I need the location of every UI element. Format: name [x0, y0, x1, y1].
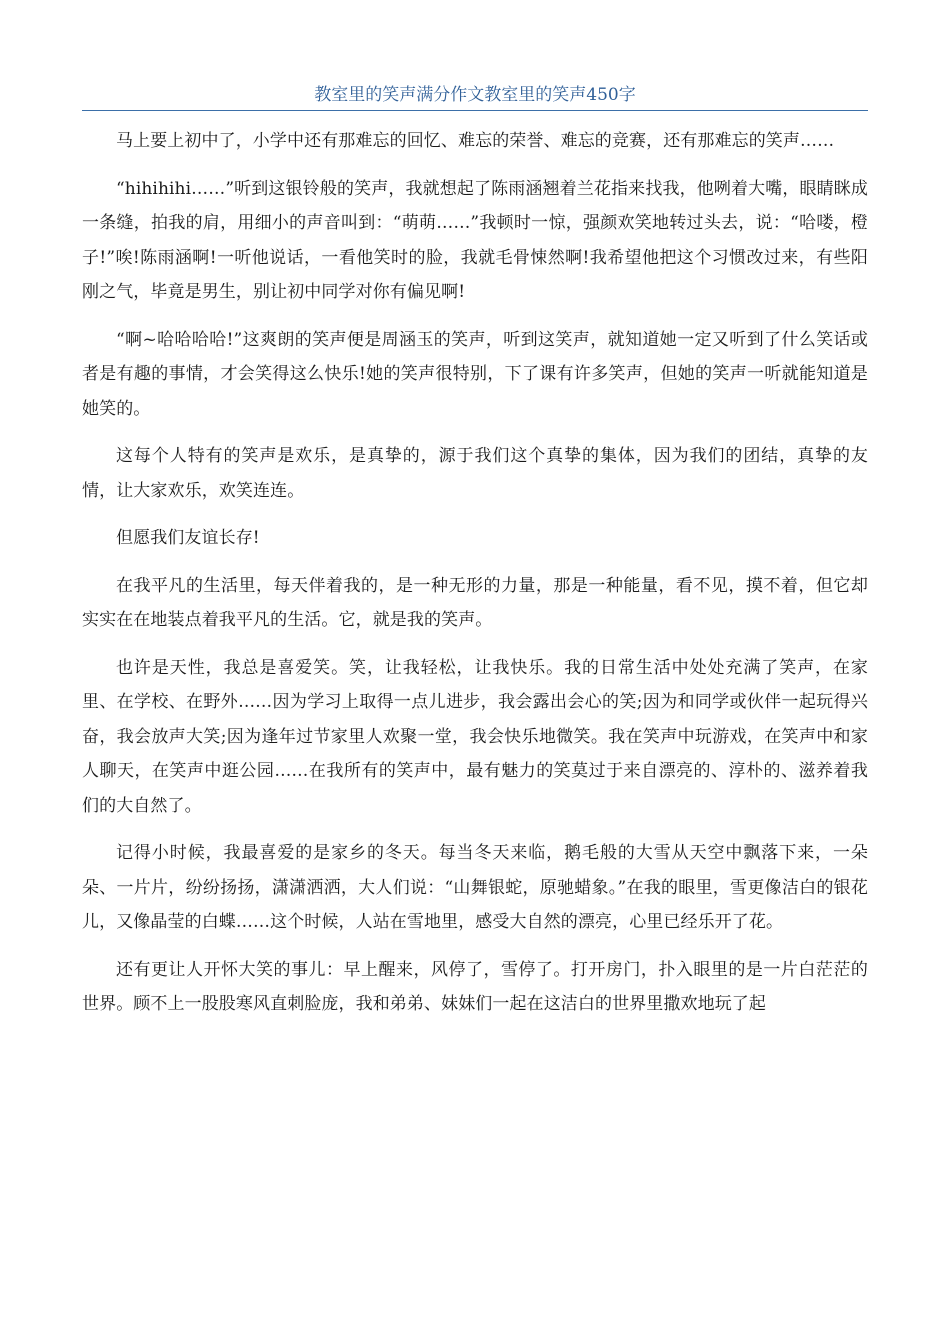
paragraph: 也许是天性，我总是喜爱笑。笑，让我轻松，让我快乐。我的日常生活中处处充满了笑声，在家里、在学校、在野外……因为学习上取得一点儿进步，我会露出会心的笑;因为和同学或伙伴一起玩得兴奋，我会放声大笑;因为逢年过节家里人欢聚一堂，我会快乐地微笑。我在笑声中玩游戏，在笑声中和家人聊天，在笑声中逛公园……在我所有的笑声中，最有魅力的笑莫过于来自漂亮的、淳朴的、滋养着我们的大自然了。 — [82, 657, 868, 816]
paragraph: 这每个人特有的笑声是欢乐，是真挚的，源于我们这个真挚的集体，因为我们的团结，真挚的友情，让大家欢乐，欢笑连连。 — [82, 446, 868, 501]
paragraph: 在我平凡的生活里，每天伴着我的，是一种无形的力量，那是一种能量，看不见，摸不着，但它却实实在在地装点着我平凡的生活。它，就是我的笑声。 — [82, 575, 868, 630]
page-title: 教室里的笑声满分作文教室里的笑声450字 — [314, 85, 636, 105]
page-header — [82, 82, 868, 111]
paragraph: “啊~哈哈哈哈!”这爽朗的笑声便是周涵玉的笑声，听到这笑声，就知道她一定又听到了什么笑话或者是有趣的事情，才会笑得这么快乐!她的笑声很特别，下了课有许多笑声，但她的笑声一听就能知道是她笑的。 — [82, 329, 868, 419]
paragraph: 马上要上初中了，小学中还有那难忘的回忆、难忘的荣誉、难忘的竞赛，还有那难忘的笑声…… — [116, 131, 835, 151]
paragraph: “hihihihi……”听到这银铃般的笑声，我就想起了陈雨涵翘着兰花指来找我，他咧着大嘴，眼睛眯成一条缝，拍我的肩，用细小的声音叫到：“萌萌……”我顿时一惊，强颜欢笑地转过头去，说：“哈喽，橙子!”唉!陈雨涵啊!一听他说话，一看他笑时的脸，我就毛骨悚然啊!我希望他把这个习惯改过来，有些阳刚之气，毕竟是男生，别让初中同学对你有偏见啊! — [82, 178, 868, 302]
paragraph: 还有更让人开怀大笑的事儿：早上醒来，风停了，雪停了。打开房门，扑入眼里的是一片白茫茫的世界。顾不上一股股寒风直刺脸庞，我和弟弟、妹妹们一起在这洁白的世界里撒欢地玩了起 — [82, 959, 868, 1014]
article-body — [82, 124, 868, 1035]
paragraph: 记得小时候，我最喜爱的是家乡的冬天。每当冬天来临，鹅毛般的大雪从天空中飘落下来，一朵朵、一片片，纷纷扬扬，潇潇洒洒，大人们说：“山舞银蛇，原驰蜡象。”在我的眼里，雪更像洁白的银花儿，又像晶莹的白蝶……这个时候，人站在雪地里，感受大自然的漂亮，心里已经乐开了花。 — [82, 843, 868, 932]
paragraph: 但愿我们友谊长存! — [116, 528, 260, 548]
